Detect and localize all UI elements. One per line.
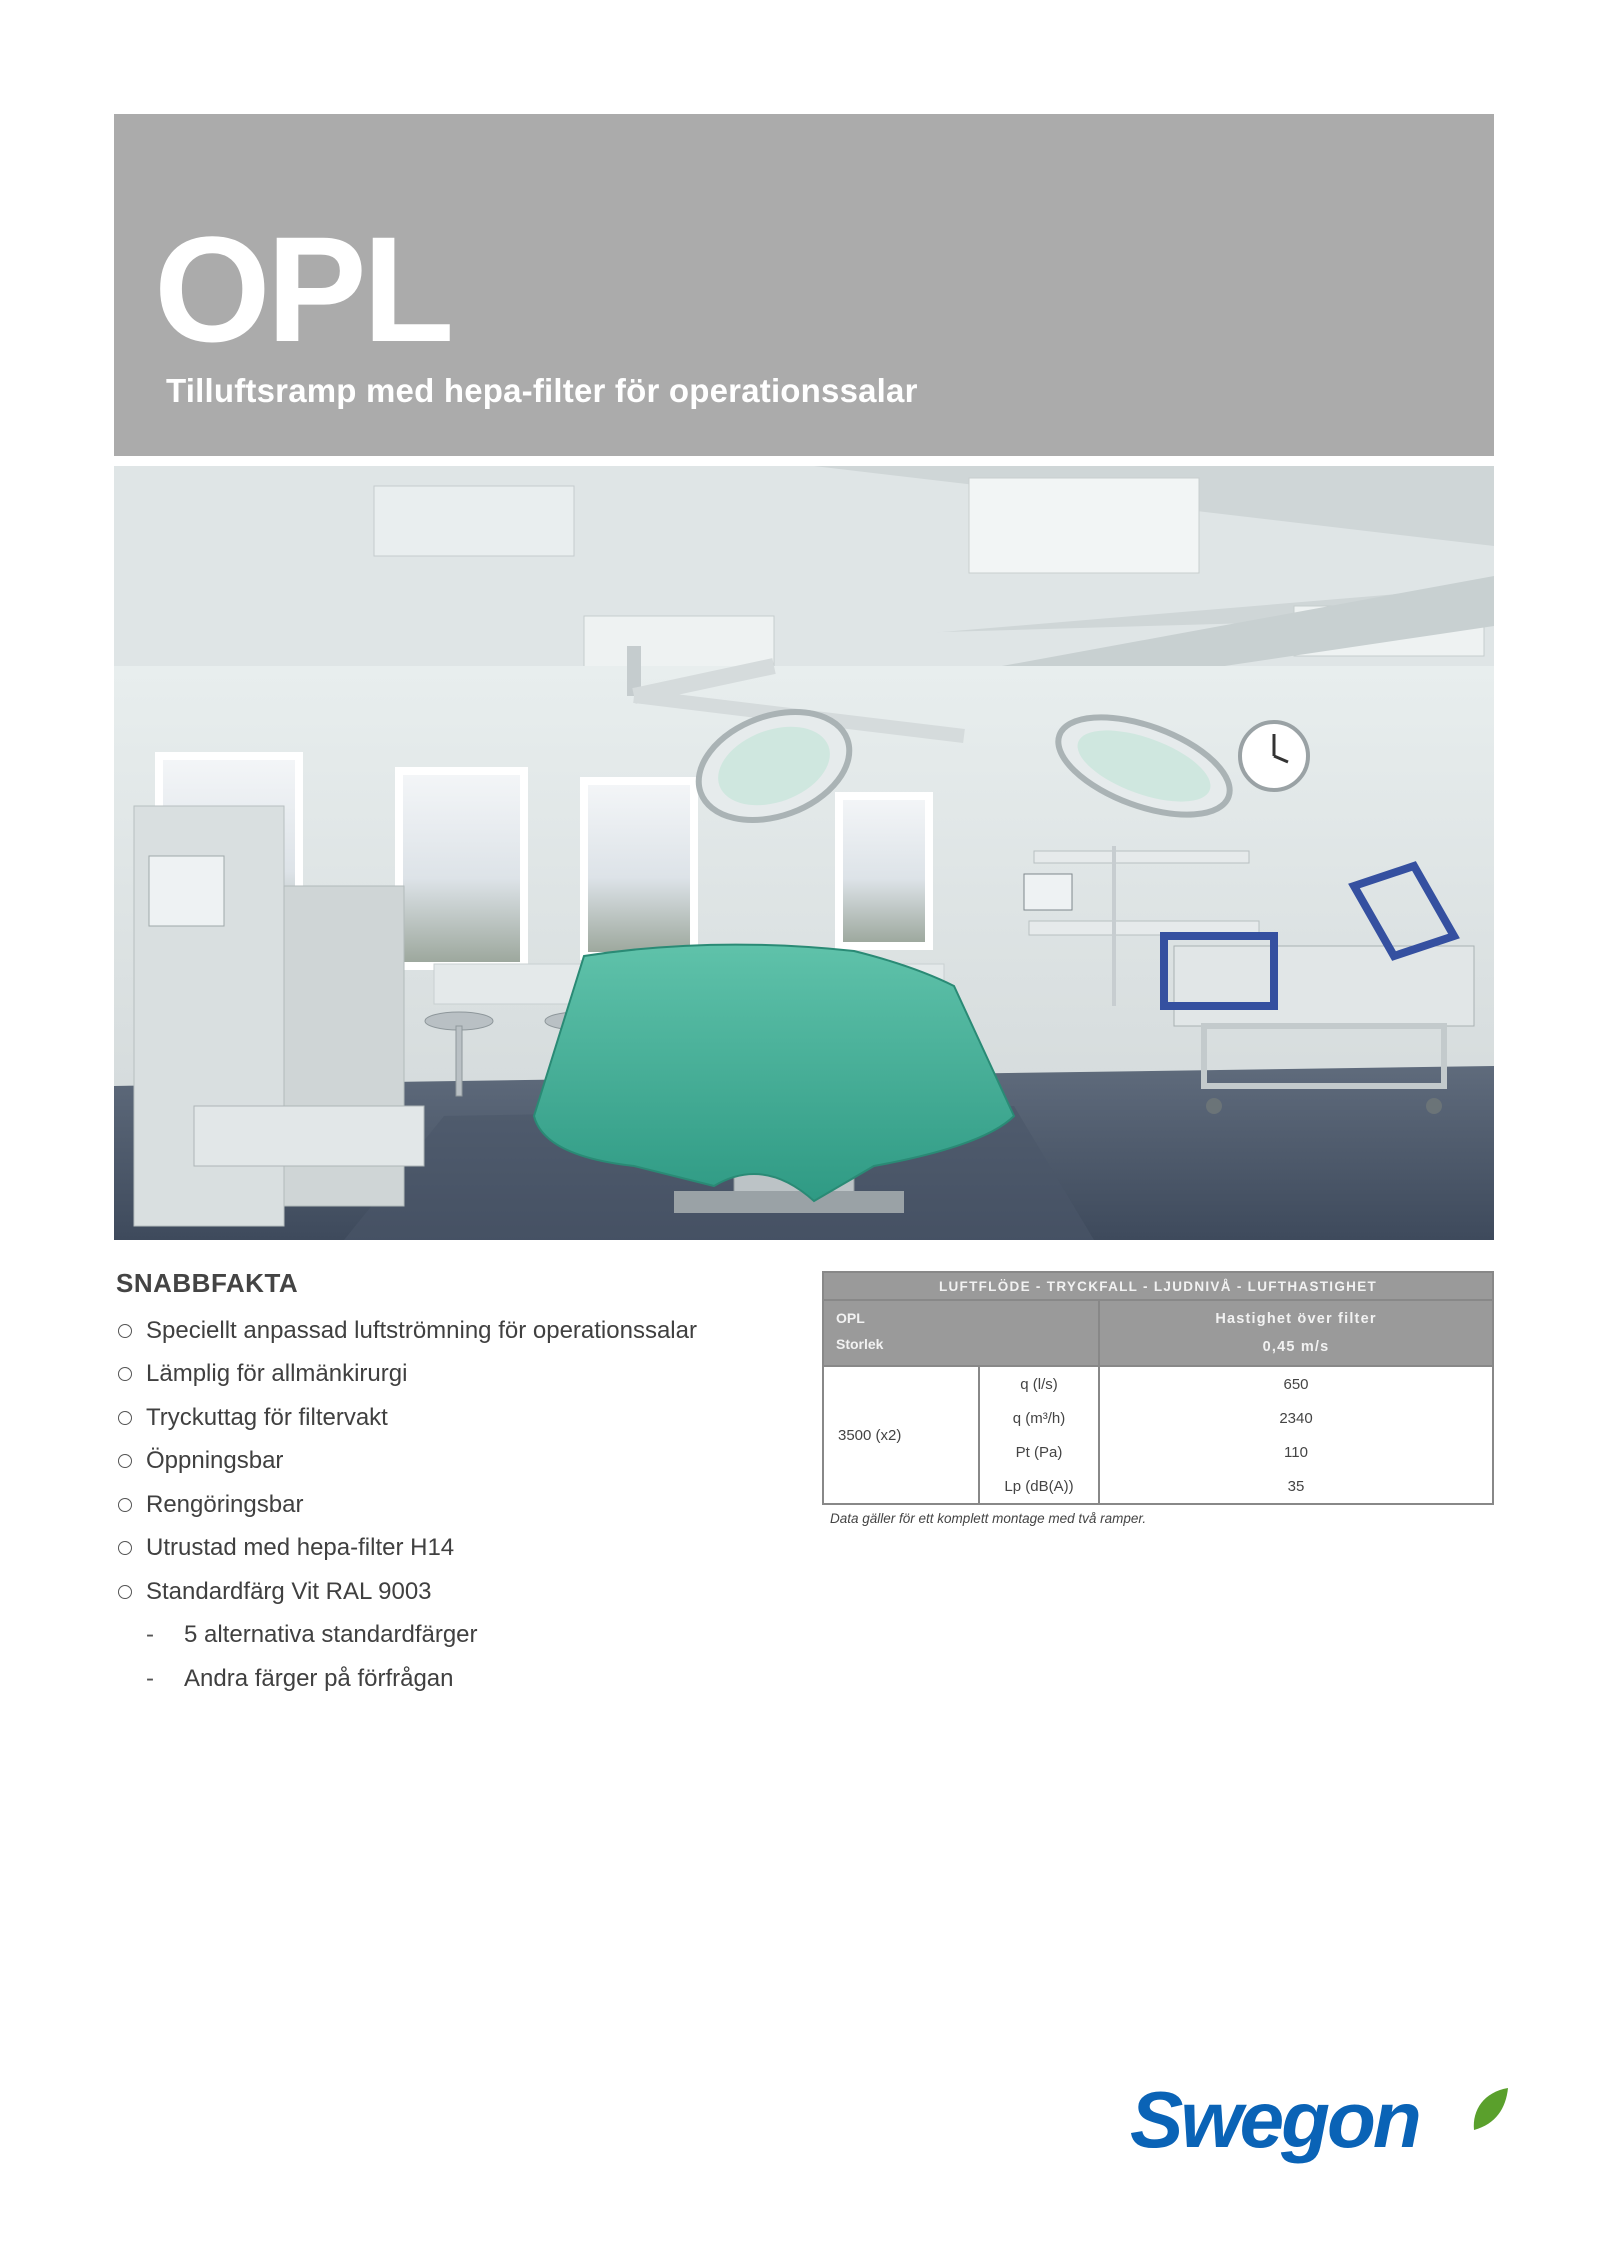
- table-row: [823, 1366, 1493, 1401]
- value-cell: 650: [1099, 1366, 1493, 1401]
- dash-bullet-icon: -: [146, 1664, 154, 1692]
- quick-facts: [116, 1268, 796, 1701]
- spec-header-size-label: Storlek: [836, 1336, 884, 1352]
- list-item-text: Utrustad med hepa-filter H14: [146, 1534, 455, 1562]
- logo-wordmark: Swegon: [1130, 2075, 1419, 2164]
- param-cell: q (m³/h): [979, 1401, 1099, 1435]
- value-cell: 110: [1099, 1435, 1493, 1469]
- list-item: [116, 1353, 796, 1397]
- circle-bullet-icon: [118, 1585, 132, 1599]
- list-item-text: Lämplig för allmänkirurgi: [146, 1360, 408, 1388]
- product-title: OPL: [154, 205, 451, 373]
- circle-bullet-icon: [118, 1454, 132, 1468]
- circle-bullet-icon: [118, 1324, 132, 1338]
- circle-bullet-icon: [118, 1498, 132, 1512]
- list-item-text: Standardfärg Vit RAL 9003: [146, 1577, 432, 1605]
- list-item-text: Öppningsbar: [146, 1447, 284, 1475]
- list-item: [116, 1527, 796, 1571]
- spec-table-block: [822, 1271, 1494, 1526]
- spec-header-velocity-label: Hastighet över filter: [1215, 1311, 1377, 1327]
- size-cell: 3500 (x2): [823, 1366, 979, 1504]
- dash-bullet-icon: -: [146, 1621, 154, 1649]
- list-item-text: Rengöringsbar: [146, 1490, 304, 1518]
- spec-table-caption: LUFTFLÖDE - TRYCKFALL - LJUDNIVÅ - LUFTHASTIGHET: [823, 1272, 1493, 1300]
- list-item-text: Tryckuttag för filtervakt: [146, 1403, 388, 1431]
- list-item: [116, 1570, 796, 1614]
- value-cell: 35: [1099, 1469, 1493, 1504]
- param-cell: Pt (Pa): [979, 1435, 1099, 1469]
- circle-bullet-icon: [118, 1411, 132, 1425]
- operating-room-photo: [114, 466, 1494, 1240]
- param-cell: Lp (dB(A)): [979, 1469, 1099, 1504]
- list-item: [116, 1309, 796, 1353]
- param-cell: q (l/s): [979, 1366, 1099, 1401]
- spec-header-velocity: [1099, 1300, 1493, 1366]
- circle-bullet-icon: [118, 1541, 132, 1555]
- swegon-logo: [1130, 2075, 1510, 2170]
- value-cell: 2340: [1099, 1401, 1493, 1435]
- list-item: [116, 1396, 796, 1440]
- sub-list-item-text: 5 alternativa standardfärger: [184, 1621, 478, 1649]
- spec-header-velocity-value: 0,45 m/s: [1262, 1339, 1330, 1355]
- sub-list-item: [116, 1657, 796, 1701]
- product-subtitle: Tilluftsramp med hepa-filter för operationssalar: [166, 372, 918, 409]
- spec-header-size: [823, 1300, 1099, 1366]
- list-item: [116, 1440, 796, 1484]
- spec-header-product: OPL: [836, 1310, 865, 1326]
- leaf-icon: [1470, 2086, 1510, 2132]
- spec-table: [822, 1271, 1494, 1505]
- sub-list-item: [116, 1614, 796, 1658]
- circle-bullet-icon: [118, 1367, 132, 1381]
- spec-table-note: Data gäller för ett komplett montage med två ramper.: [830, 1511, 1147, 1526]
- list-item-text: Speciellt anpassad luftströmning för operationssalar: [146, 1316, 697, 1344]
- header-banner: [114, 114, 1494, 456]
- quick-facts-heading: SNABBFAKTA: [116, 1268, 299, 1298]
- sub-list-item-text: Andra färger på förfrågan: [184, 1664, 454, 1692]
- quick-facts-list: [116, 1309, 796, 1701]
- list-item: [116, 1483, 796, 1527]
